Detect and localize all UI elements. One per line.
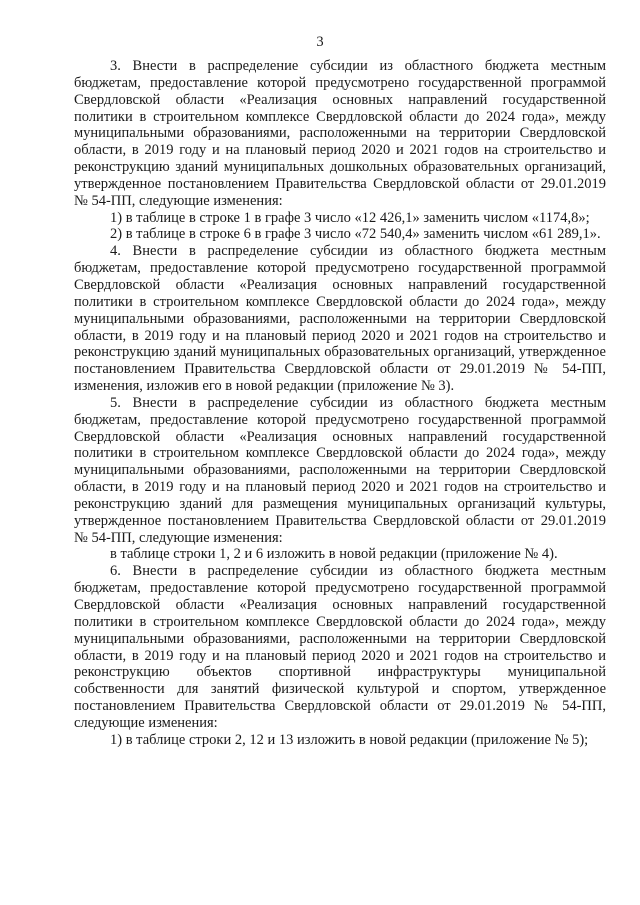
- document-body: [74, 58, 606, 749]
- page-number: 3: [316, 34, 324, 50]
- paragraph-item-3: 3. Внести в распределение субсидии из областного бюджета местным бюджетам, предоставление которой предусмотрено государственной программой Свердловской области «Реализация основных направлений государственной политики в строительном комплексе Свердловской области до 2024 года», между муниципальными образованиями, расположенными на территории Свердловской области, в 2019 году и на плановый период 2020 и 2021 годов на строительство и реконструкцию зданий муниципальных дошкольных образовательных организаций, утвержденное постановлением Правительства Свердловской области от 29.01.2019 № 54-ПП, следующие изменения:: [74, 58, 606, 209]
- paragraph-subitem-3-2: 2) в таблице в строке 6 в графе 3 число «72 540,4» заменить числом «61 289,1».: [110, 226, 601, 243]
- paragraph-item-5-change: в таблице строки 1, 2 и 6 изложить в новой редакции (приложение № 4).: [110, 546, 558, 563]
- paragraph-item-6: 6. Внести в распределение субсидии из областного бюджета местным бюджетам, предоставление которой предусмотрено государственной программой Свердловской области «Реализация основных направлений государственной политики в строительном комплексе Свердловской области до 2024 года», между муниципальными образованиями, расположенными на территории Свердловской области, в 2019 году и на плановый период 2020 и 2021 годов на строительство и реконструкцию объектов спортивной инфраструктуры муниципальной собственности для занятий физической культурой и спортом, утвержденное постановлением Правительства Свердловской области от 29.01.2019 № 54-ПП, следующие изменения:: [74, 563, 606, 731]
- paragraph-item-5: 5. Внести в распределение субсидии из областного бюджета местным бюджетам, предоставление которой предусмотрено государственной программой Свердловской области «Реализация основных направлений государственной политики в строительном комплексе Свердловской области до 2024 года», между муниципальными образованиями, расположенными на территории Свердловской области, в 2019 году и на плановый период 2020 и 2021 годов на строительство и реконструкцию зданий для размещения муниципальных организаций культуры, утвержденное постановлением Правительства Свердловской области от 29.01.2019 № 54-ПП, следующие изменения:: [74, 394, 606, 546]
- paragraph-subitem-6-1: 1) в таблице строки 2, 12 и 13 изложить в новой редакции (приложение № 5);: [110, 731, 589, 748]
- paragraph-item-4: 4. Внести в распределение субсидии из областного бюджета местным бюджетам, предоставление которой предусмотрено государственной программой Свердловской области «Реализация основных направлений государственной политики в строительном комплексе Свердловской области до 2024 года», между муниципальными образованиями, расположенными на территории Свердловской области, в 2019 году и на плановый период 2020 и 2021 годов на строительство и реконструкцию зданий муниципальных образовательных организаций, утвержденное постановлением Правительства Свердловской области от 29.01.2019 № 54-ПП, изменения, изложив его в новой редакции (приложение № 3).: [74, 243, 606, 395]
- paragraph-subitem-3-1: 1) в таблице в строке 1 в графе 3 число «12 426,1» заменить числом «1174,8»;: [110, 209, 590, 226]
